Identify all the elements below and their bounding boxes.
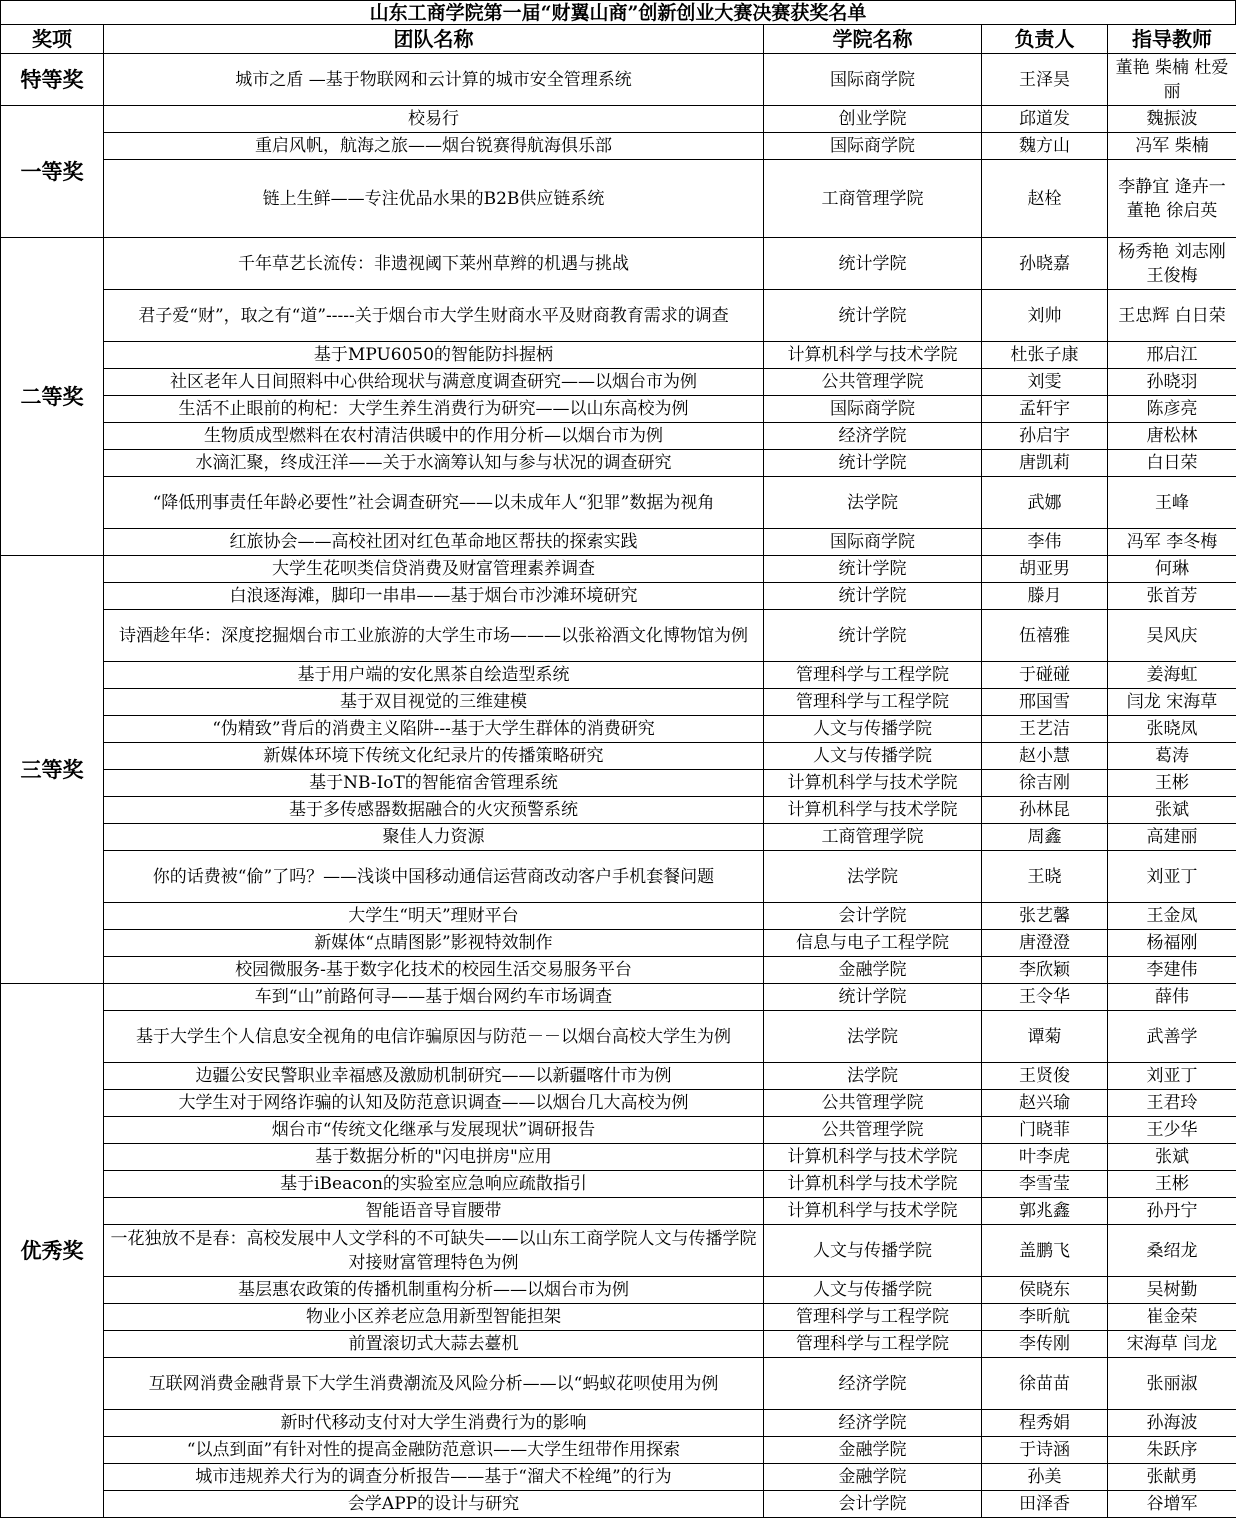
team-name-cell: 智能语音导盲腰带: [104, 1198, 764, 1225]
table-row: [1, 133, 1236, 160]
table-row: [1, 1063, 1236, 1090]
header-row: [1, 25, 1236, 54]
leader-cell: 王艺洁: [982, 716, 1108, 743]
college-name-cell: 国际商学院: [764, 54, 982, 106]
team-name-cell: 边疆公安民警职业幸福感及激励机制研究——以新疆喀什市为例: [104, 1063, 764, 1090]
award-level-cell: 一等奖: [1, 106, 104, 238]
advisor-cell: 陈彦亮: [1108, 396, 1236, 423]
advisor-cell: 张斌: [1108, 1144, 1236, 1171]
advisor-cell: 谷增军: [1108, 1491, 1236, 1518]
advisor-cell: 魏振波: [1108, 106, 1236, 133]
advisor-cell: 杨秀艳 刘志刚 王俊梅: [1108, 238, 1236, 290]
leader-cell: 王泽昊: [982, 54, 1108, 106]
table-row: [1, 1331, 1236, 1358]
award-level-cell: 特等奖: [1, 54, 104, 106]
leader-cell: 李昕航: [982, 1304, 1108, 1331]
leader-cell: 李欣颖: [982, 957, 1108, 984]
table-row: [1, 743, 1236, 770]
leader-cell: 徐苗苗: [982, 1358, 1108, 1410]
table-row: [1, 1011, 1236, 1063]
team-name-cell: 前置滚切式大蒜去薹机: [104, 1331, 764, 1358]
table-row: [1, 290, 1236, 342]
team-name-cell: 大学生对于网络诈骗的认知及防范意识调查——以烟台几大高校为例: [104, 1090, 764, 1117]
college-name-cell: 国际商学院: [764, 529, 982, 556]
college-name-cell: 人文与传播学院: [764, 1225, 982, 1277]
college-name-cell: 法学院: [764, 1011, 982, 1063]
team-name-cell: 链上生鲜——专注优品水果的B2B供应链系统: [104, 160, 764, 238]
team-name-cell: 城市之盾 —基于物联网和云计算的城市安全管理系统: [104, 54, 764, 106]
table-row: [1, 238, 1236, 290]
team-name-cell: 烟台市“传统文化继承与发展现状”调研报告: [104, 1117, 764, 1144]
table-row: [1, 930, 1236, 957]
college-name-cell: 人文与传播学院: [764, 743, 982, 770]
table-body: [1, 54, 1236, 1518]
team-name-cell: 君子爱“财”，取之有“道”-----关于烟台市大学生财商水平及财商教育需求的调查: [104, 290, 764, 342]
advisor-cell: 王君玲: [1108, 1090, 1236, 1117]
advisor-cell: 张晓凤: [1108, 716, 1236, 743]
award-level-cell: 二等奖: [1, 238, 104, 556]
leader-cell: 赵兴瑜: [982, 1090, 1108, 1117]
team-name-cell: 车到“山”前路何寻——基于烟台网约车市场调查: [104, 984, 764, 1011]
advisor-cell: 刘亚丁: [1108, 1063, 1236, 1090]
table-row: [1, 1277, 1236, 1304]
advisor-cell: 张丽淑: [1108, 1358, 1236, 1410]
college-name-cell: 管理科学与工程学院: [764, 1304, 982, 1331]
team-name-cell: 基于用户端的安化黑茶自绘造型系统: [104, 662, 764, 689]
table-row: [1, 1198, 1236, 1225]
college-name-cell: 经济学院: [764, 423, 982, 450]
team-name-cell: 一花独放不是春：高校发展中人文学科的不可缺失——以山东工商学院人文与传播学院对接财富管理特色为例: [104, 1225, 764, 1277]
college-name-cell: 计算机科学与技术学院: [764, 770, 982, 797]
table-row: [1, 1117, 1236, 1144]
table-row: [1, 662, 1236, 689]
table-row: [1, 1464, 1236, 1491]
team-name-cell: “降低刑事责任年龄必要性”社会调查研究——以未成年人“犯罪”数据为视角: [104, 477, 764, 529]
leader-cell: 胡亚男: [982, 556, 1108, 583]
advisor-cell: 孙晓羽: [1108, 369, 1236, 396]
advisor-cell: 朱跃序: [1108, 1437, 1236, 1464]
leader-cell: 刘帅: [982, 290, 1108, 342]
team-name-cell: 互联网消费金融背景下大学生消费潮流及风险分析——以“蚂蚁花呗使用为例: [104, 1358, 764, 1410]
table-row: [1, 583, 1236, 610]
advisor-cell: 吴树勤: [1108, 1277, 1236, 1304]
table-row: [1, 903, 1236, 930]
table-row: [1, 1225, 1236, 1277]
advisor-cell: 唐松林: [1108, 423, 1236, 450]
team-name-cell: 大学生花呗类信贷消费及财富管理素养调查: [104, 556, 764, 583]
college-name-cell: 会计学院: [764, 1491, 982, 1518]
leader-cell: 郭兆鑫: [982, 1198, 1108, 1225]
table-row: [1, 1144, 1236, 1171]
advisor-cell: 张首芳: [1108, 583, 1236, 610]
team-name-cell: 红旅协会——高校社团对红色革命地区帮扶的探索实践: [104, 529, 764, 556]
table-row: [1, 1304, 1236, 1331]
college-name-cell: 管理科学与工程学院: [764, 662, 982, 689]
team-name-cell: 生物质成型燃料在农村清洁供暖中的作用分析—以烟台市为例: [104, 423, 764, 450]
table-row: [1, 106, 1236, 133]
team-name-cell: 基于数据分析的"闪电拼房"应用: [104, 1144, 764, 1171]
advisor-cell: 王忠辉 白日荣: [1108, 290, 1236, 342]
table-row: [1, 689, 1236, 716]
college-name-cell: 工商管理学院: [764, 160, 982, 238]
advisor-cell: 武善学: [1108, 1011, 1236, 1063]
table-row: [1, 423, 1236, 450]
table-row: [1, 797, 1236, 824]
table-row: [1, 396, 1236, 423]
college-name-cell: 金融学院: [764, 957, 982, 984]
college-name-cell: 国际商学院: [764, 133, 982, 160]
table-row: [1, 610, 1236, 662]
advisor-cell: 宋海草 闫龙: [1108, 1331, 1236, 1358]
table-row: [1, 957, 1236, 984]
advisor-cell: 王金凤: [1108, 903, 1236, 930]
advisor-cell: 吴风庆: [1108, 610, 1236, 662]
team-name-cell: 基于双目视觉的三维建模: [104, 689, 764, 716]
leader-cell: 伍禧雅: [982, 610, 1108, 662]
team-name-cell: 基于NB-IoT的智能宿舍管理系统: [104, 770, 764, 797]
leader-cell: 魏方山: [982, 133, 1108, 160]
college-name-cell: 国际商学院: [764, 396, 982, 423]
team-name-cell: 白浪逐海滩，脚印一串串——基于烟台市沙滩环境研究: [104, 583, 764, 610]
table-row: [1, 716, 1236, 743]
table-row: [1, 824, 1236, 851]
college-name-cell: 经济学院: [764, 1358, 982, 1410]
table-row: [1, 54, 1236, 106]
advisor-cell: 何琳: [1108, 556, 1236, 583]
team-name-cell: 新媒体环境下传统文化纪录片的传播策略研究: [104, 743, 764, 770]
advisor-cell: 崔金荣: [1108, 1304, 1236, 1331]
table-row: [1, 369, 1236, 396]
advisor-cell: 董艳 柴楠 杜爱丽: [1108, 54, 1236, 106]
header-team: 团队名称: [104, 25, 764, 54]
team-name-cell: 生活不止眼前的枸杞：大学生养生消费行为研究——以山东高校为例: [104, 396, 764, 423]
table-row: [1, 770, 1236, 797]
advisor-cell: 王彬: [1108, 1171, 1236, 1198]
college-name-cell: 计算机科学与技术学院: [764, 1171, 982, 1198]
leader-cell: 叶李虎: [982, 1144, 1108, 1171]
college-name-cell: 统计学院: [764, 984, 982, 1011]
advisor-cell: 冯军 柴楠: [1108, 133, 1236, 160]
leader-cell: 孙美: [982, 1464, 1108, 1491]
advisor-cell: 王彬: [1108, 770, 1236, 797]
team-name-cell: 基于大学生个人信息安全视角的电信诈骗原因与防范－－以烟台高校大学生为例: [104, 1011, 764, 1063]
college-name-cell: 人文与传播学院: [764, 716, 982, 743]
team-name-cell: 诗酒趁年华：深度挖掘烟台市工业旅游的大学生市场———以张裕酒文化博物馆为例: [104, 610, 764, 662]
leader-cell: 邱道发: [982, 106, 1108, 133]
leader-cell: 刘雯: [982, 369, 1108, 396]
college-name-cell: 统计学院: [764, 238, 982, 290]
table-row: [1, 851, 1236, 903]
advisor-cell: 王峰: [1108, 477, 1236, 529]
header-leader: 负责人: [982, 25, 1108, 54]
advisor-cell: 李静宜 逄卉一 董艳 徐启英: [1108, 160, 1236, 238]
team-name-cell: 聚佳人力资源: [104, 824, 764, 851]
team-name-cell: 基于多传感器数据融合的火灾预警系统: [104, 797, 764, 824]
college-name-cell: 计算机科学与技术学院: [764, 1198, 982, 1225]
team-name-cell: 社区老年人日间照料中心供给现状与满意度调查研究——以烟台市为例: [104, 369, 764, 396]
leader-cell: 张艺馨: [982, 903, 1108, 930]
leader-cell: 杜张子康: [982, 342, 1108, 369]
leader-cell: 孙林昆: [982, 797, 1108, 824]
leader-cell: 王晓: [982, 851, 1108, 903]
team-name-cell: 物业小区养老应急用新型智能担架: [104, 1304, 764, 1331]
college-name-cell: 金融学院: [764, 1464, 982, 1491]
leader-cell: 孙启宇: [982, 423, 1108, 450]
leader-cell: 李传刚: [982, 1331, 1108, 1358]
leader-cell: 邢国雪: [982, 689, 1108, 716]
college-name-cell: 计算机科学与技术学院: [764, 797, 982, 824]
advisor-cell: 孙丹宁: [1108, 1198, 1236, 1225]
table-row: [1, 1171, 1236, 1198]
college-name-cell: 公共管理学院: [764, 369, 982, 396]
advisor-cell: 王少华: [1108, 1117, 1236, 1144]
advisor-cell: 姜海虹: [1108, 662, 1236, 689]
college-name-cell: 计算机科学与技术学院: [764, 342, 982, 369]
leader-cell: 李伟: [982, 529, 1108, 556]
team-name-cell: 新媒体“点睛图影”影视特效制作: [104, 930, 764, 957]
team-name-cell: 大学生“明天”理财平台: [104, 903, 764, 930]
award-table: [0, 24, 1236, 1518]
college-name-cell: 统计学院: [764, 290, 982, 342]
leader-cell: 王贤俊: [982, 1063, 1108, 1090]
team-name-cell: 千年草艺长流传：非遗视阈下莱州草辫的机遇与挑战: [104, 238, 764, 290]
leader-cell: 周鑫: [982, 824, 1108, 851]
leader-cell: 孙晓嘉: [982, 238, 1108, 290]
leader-cell: 谭菊: [982, 1011, 1108, 1063]
leader-cell: 田泽香: [982, 1491, 1108, 1518]
college-name-cell: 会计学院: [764, 903, 982, 930]
leader-cell: 盖鹏飞: [982, 1225, 1108, 1277]
advisor-cell: 张斌: [1108, 797, 1236, 824]
team-name-cell: 新时代移动支付对大学生消费行为的影响: [104, 1410, 764, 1437]
college-name-cell: 公共管理学院: [764, 1117, 982, 1144]
header-advisor: 指导教师: [1108, 25, 1236, 54]
team-name-cell: “以点到面”有针对性的提高金融防范意识——大学生纽带作用探索: [104, 1437, 764, 1464]
leader-cell: 李雪莹: [982, 1171, 1108, 1198]
college-name-cell: 统计学院: [764, 450, 982, 477]
advisor-cell: 高建丽: [1108, 824, 1236, 851]
table-row: [1, 450, 1236, 477]
advisor-cell: 冯军 李冬梅: [1108, 529, 1236, 556]
leader-cell: 唐澄澄: [982, 930, 1108, 957]
leader-cell: 于诗涵: [982, 1437, 1108, 1464]
advisor-cell: 杨福刚: [1108, 930, 1236, 957]
leader-cell: 武娜: [982, 477, 1108, 529]
table-row: [1, 1090, 1236, 1117]
leader-cell: 赵栓: [982, 160, 1108, 238]
college-name-cell: 信息与电子工程学院: [764, 930, 982, 957]
table-row: [1, 1491, 1236, 1518]
table-row: [1, 477, 1236, 529]
leader-cell: 程秀娟: [982, 1410, 1108, 1437]
college-name-cell: 创业学院: [764, 106, 982, 133]
advisor-cell: 李建伟: [1108, 957, 1236, 984]
team-name-cell: 校易行: [104, 106, 764, 133]
table-row: [1, 984, 1236, 1011]
college-name-cell: 管理科学与工程学院: [764, 1331, 982, 1358]
college-name-cell: 统计学院: [764, 556, 982, 583]
header-college: 学院名称: [764, 25, 982, 54]
college-name-cell: 法学院: [764, 1063, 982, 1090]
leader-cell: 唐凯莉: [982, 450, 1108, 477]
advisor-cell: 葛涛: [1108, 743, 1236, 770]
table-row: [1, 160, 1236, 238]
college-name-cell: 工商管理学院: [764, 824, 982, 851]
advisor-cell: 邢启江: [1108, 342, 1236, 369]
leader-cell: 孟轩宇: [982, 396, 1108, 423]
advisor-cell: 薛伟: [1108, 984, 1236, 1011]
advisor-cell: 孙海波: [1108, 1410, 1236, 1437]
college-name-cell: 人文与传播学院: [764, 1277, 982, 1304]
leader-cell: 王令华: [982, 984, 1108, 1011]
college-name-cell: 法学院: [764, 477, 982, 529]
team-name-cell: “伪精致”背后的消费主义陷阱---基于大学生群体的消费研究: [104, 716, 764, 743]
team-name-cell: 重启风帆，航海之旅——烟台锐赛得航海俱乐部: [104, 133, 764, 160]
award-level-cell: 优秀奖: [1, 984, 104, 1518]
college-name-cell: 计算机科学与技术学院: [764, 1144, 982, 1171]
leader-cell: 赵小慧: [982, 743, 1108, 770]
advisor-cell: 闫龙 宋海草: [1108, 689, 1236, 716]
advisor-cell: 刘亚丁: [1108, 851, 1236, 903]
advisor-cell: 白日荣: [1108, 450, 1236, 477]
leader-cell: 于碰碰: [982, 662, 1108, 689]
leader-cell: 滕月: [982, 583, 1108, 610]
team-name-cell: 会学APP的设计与研究: [104, 1491, 764, 1518]
team-name-cell: 水滴汇聚，终成汪洋——关于水滴筹认知与参与状况的调查研究: [104, 450, 764, 477]
college-name-cell: 统计学院: [764, 610, 982, 662]
college-name-cell: 管理科学与工程学院: [764, 689, 982, 716]
table-row: [1, 1410, 1236, 1437]
team-name-cell: 你的话费被“偷”了吗？——浅谈中国移动通信运营商改动客户手机套餐问题: [104, 851, 764, 903]
team-name-cell: 基层惠农政策的传播机制重构分析——以烟台市为例: [104, 1277, 764, 1304]
advisor-cell: 张献勇: [1108, 1464, 1236, 1491]
leader-cell: 侯晓东: [982, 1277, 1108, 1304]
team-name-cell: 基于MPU6050的智能防抖握柄: [104, 342, 764, 369]
table-row: [1, 529, 1236, 556]
sheet-title: 山东工商学院第一届“财翼山商”创新创业大赛决赛获奖名单: [0, 0, 1236, 24]
college-name-cell: 法学院: [764, 851, 982, 903]
leader-cell: 门晓菲: [982, 1117, 1108, 1144]
team-name-cell: 城市违规养犬行为的调查分析报告——基于“溜犬不栓绳”的行为: [104, 1464, 764, 1491]
college-name-cell: 经济学院: [764, 1410, 982, 1437]
table-row: [1, 1358, 1236, 1410]
leader-cell: 徐吉刚: [982, 770, 1108, 797]
table-row: [1, 1437, 1236, 1464]
table-row: [1, 556, 1236, 583]
team-name-cell: 基于iBeacon的实验室应急响应疏散指引: [104, 1171, 764, 1198]
header-award: 奖项: [1, 25, 104, 54]
advisor-cell: 桑绍龙: [1108, 1225, 1236, 1277]
table-row: [1, 342, 1236, 369]
college-name-cell: 金融学院: [764, 1437, 982, 1464]
team-name-cell: 校园微服务-基于数字化技术的校园生活交易服务平台: [104, 957, 764, 984]
award-level-cell: 三等奖: [1, 556, 104, 984]
college-name-cell: 统计学院: [764, 583, 982, 610]
college-name-cell: 公共管理学院: [764, 1090, 982, 1117]
